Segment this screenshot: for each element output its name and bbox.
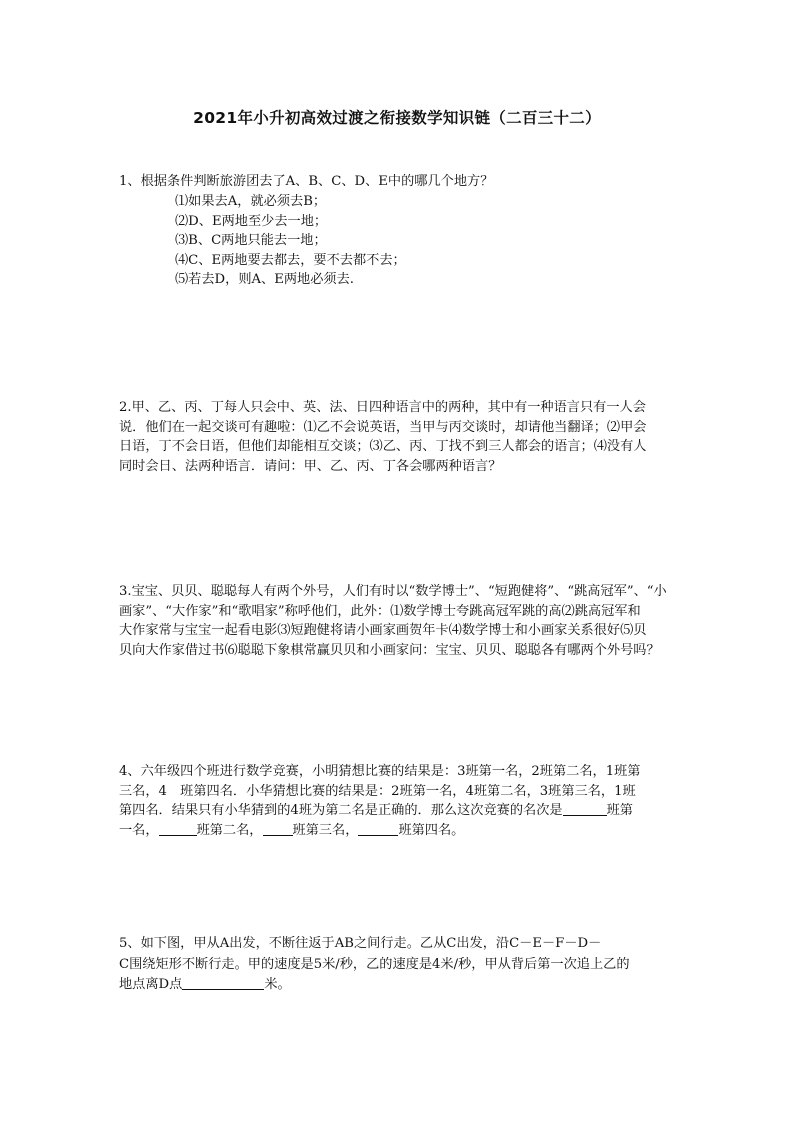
question-1-condition-2: ⑵D、E两地至少去一地； <box>175 213 328 229</box>
question-5-line-1: 5、如下图，甲从A出发，不断往返于AB之间行走。乙从C出发，沿C－E－F－D－ <box>119 936 602 951</box>
question-4-text-second: 班第二名， <box>196 822 263 838</box>
question-3-line-4: 贝向大作家借过书⑹聪聪下象棋常赢贝贝和小画家问：宝宝、贝贝、聪聪各有哪两个外号吗？ <box>119 642 660 658</box>
question-5-line-3-tail: 米。 <box>264 977 291 992</box>
question-4-line-2: 三名，4 班第四名．小华猜想比赛的结果是：2班第一名，4班第二名，3班第三名，1班 <box>119 783 636 799</box>
question-4 <box>119 762 677 840</box>
question-5-line-3 <box>119 975 677 996</box>
question-1-condition-3: ⑶B、C两地只能去一地； <box>175 233 327 248</box>
page-title: 2021年小升初高效过渡之衔接数学知识链（二百三十二） <box>193 109 601 127</box>
question-2-line-3: 日语，丁不会日语，但他们却能相互交谈；⑶乙、丙、丁找不到三人都会的语言；⑷没有人 <box>119 439 647 454</box>
question-2-line-1: 2.甲、乙、丙、丁每人只会中、英、法、日四种语言中的两种，其中有一种语言只有一人会 <box>119 400 646 415</box>
question-2-line-2: 说．他们在一起交谈可有趣啦：⑴乙不会说英语，当甲与丙交谈时，却请他当翻译；⑵甲会 <box>119 419 647 435</box>
question-3-line-1: 3.宝宝、贝贝、聪聪每人有两个外号，人们有时以“数学博士”、“短跑健将”、“跳高冠军”、“小 <box>119 584 667 599</box>
question-4-line-1: 4、六年级四个班进行数学竞赛，小明猜想比赛的结果是：3班第一名，2班第二名，1班第 <box>119 764 641 779</box>
question-4-text-fourth: 班第四名。 <box>398 822 465 838</box>
answer-blank-3[interactable] <box>263 821 293 836</box>
question-4-text-first: 一名， <box>119 822 159 838</box>
question-4-text-third: 班第三名， <box>292 822 359 838</box>
question-5-line-3-text: 地点离D点 <box>119 977 183 992</box>
question-3-line-3: 大作家常与宝宝一起看电影⑶短跑健将请小画家画贺年卡⑷数学博士和小画家关系很好⑸贝 <box>119 623 647 638</box>
question-1-condition-1: ⑴如果去A，就必须去B； <box>175 194 327 209</box>
question-5-line-2: C围绕矩形不断行走。甲的速度是5米/秒，乙的速度是4米/秒，甲从背后第一次追上乙的 <box>119 956 630 972</box>
question-1-stem: 1、根据条件判断旅游团去了A、B、C、D、E中的哪几个地方？ <box>119 174 494 189</box>
question-1-condition-4: ⑷C、E两地要去都去，要不去都不去； <box>175 252 406 268</box>
question-4-line-3-tail: 班第 <box>606 803 633 818</box>
question-4-line-3-text: 第四名．结果只有小华猜到的4班为第二名是正确的．那么这次竞赛的名次是 <box>119 803 563 818</box>
question-2 <box>119 398 677 476</box>
answer-blank-4[interactable] <box>358 821 398 836</box>
answer-blank-1[interactable] <box>563 801 607 816</box>
question-4-line-4 <box>119 821 677 841</box>
question-2-line-4: 同时会日、法两种语言．请问：甲、乙、丙、丁各会哪两种语言？ <box>119 458 502 474</box>
answer-blank-2[interactable] <box>159 821 197 836</box>
question-3-line-2: 画家”、“大作家”和“歌唱家”称呼他们，此外：⑴数学博士夸跳高冠军跳的高⑵跳高冠军和 <box>119 603 641 619</box>
question-4-line-3 <box>119 801 677 821</box>
question-1-condition-5: ⑸若去D，则A、E两地必须去. <box>175 272 354 287</box>
answer-blank-5[interactable] <box>182 975 264 990</box>
question-1 <box>119 172 677 290</box>
question-3 <box>119 582 677 660</box>
question-5 <box>119 934 677 996</box>
